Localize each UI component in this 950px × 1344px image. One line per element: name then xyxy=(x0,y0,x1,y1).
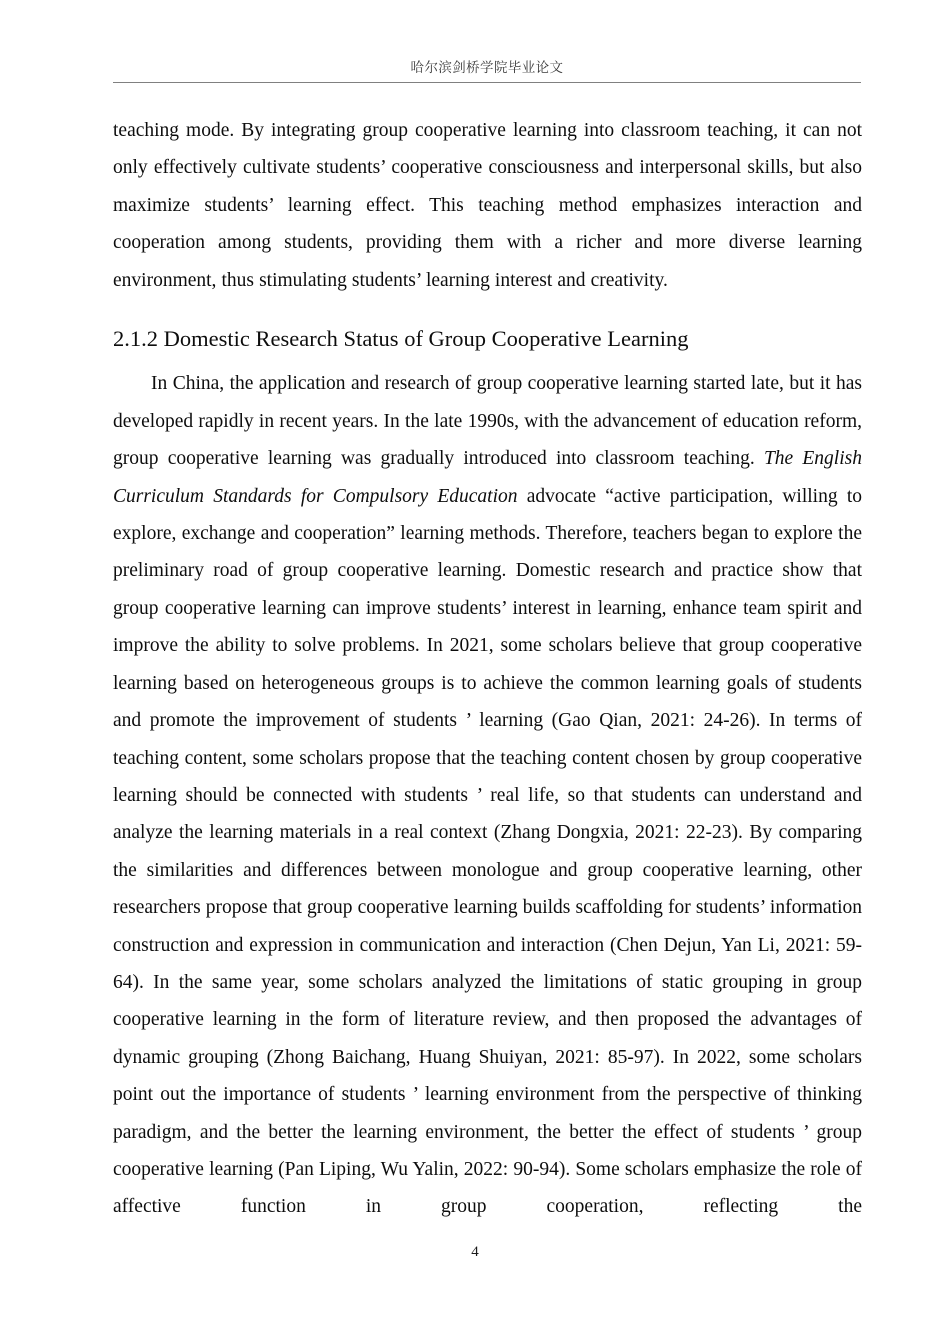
cited-work-title: The English Curriculum Standards for Compulsory Education xyxy=(113,448,862,507)
paragraph-domestic-research xyxy=(113,365,862,1225)
page-header xyxy=(113,58,861,83)
paragraph-text-part-1: In China, the application and research of group cooperative learning started late, but it has developed rapidly in recent years. In the late 1990s, with the advancement of education reform, group cooperative learning was gradually introduced into classroom teaching. xyxy=(113,373,862,470)
paragraph-text-part-2: advocate “active participation, willing to explore, exchange and cooperation” learning methods. Therefore, teachers began to explore the preliminary road of group cooperative learning. Domestic research and practice show that group cooperative learning can improve students’ interest in learning, enhance team spirit and improve the ability to solve problems. In 2021, some scholars believe that group cooperative learning based on heterogeneous groups is to achieve the common learning goals of students and promote the improvement of students ’ learning (Gao Qian, 2021: 24-26). In terms of teaching content, some scholars propose that the teaching content chosen by group cooperative learning should be connected with students ’ real life, so that students can understand and analyze the learning materials in a real context (Zhang Dongxia, 2021: 22-23). By comparing the similarities and differences between monologue and group cooperative learning, other researchers propose that group cooperative learning builds scaffolding for students’ information construction and expression in communication and interaction (Chen Dejun, Yan Li, 2021: 59-64). In the same year, some scholars analyzed the limitations of static grouping in group cooperative learning in the form of literature review, and then proposed the advantages of dynamic grouping (Zhong Baichang, Huang Shuiyan, 2021: 85-97). In 2022, some scholars point out the importance of students ’ learning environment from the perspective of thinking paradigm, and the better the learning environment, the better the effect of students ’ group cooperative learning (Pan Liping, Wu Yalin, 2022: 90-94). Some scholars emphasize the role of affective function in group cooperation, reflecting the xyxy=(113,485,862,1218)
header-title: 哈尔滨剑桥学院毕业论文 xyxy=(410,60,564,76)
section-heading-2-1-2: 2.1.2 Domestic Research Status of Group Cooperative Learning xyxy=(113,326,689,352)
page-body xyxy=(113,112,862,1226)
page-number: 4 xyxy=(471,1244,479,1260)
heading-spacer-below xyxy=(113,357,862,365)
header-divider xyxy=(113,82,861,83)
paragraph-continued: teaching mode. By integrating group cooperative learning into classroom teaching, it can not only effectively cultivate students’ cooperative consciousness and interpersonal skills, but also maximize students’ learning effect. This teaching method emphasizes interaction and cooperation among students, providing them with a richer and more diverse learning environment, thus stimulating students’ learning interest and creativity. xyxy=(113,120,862,291)
heading-spacer-above xyxy=(113,299,862,320)
